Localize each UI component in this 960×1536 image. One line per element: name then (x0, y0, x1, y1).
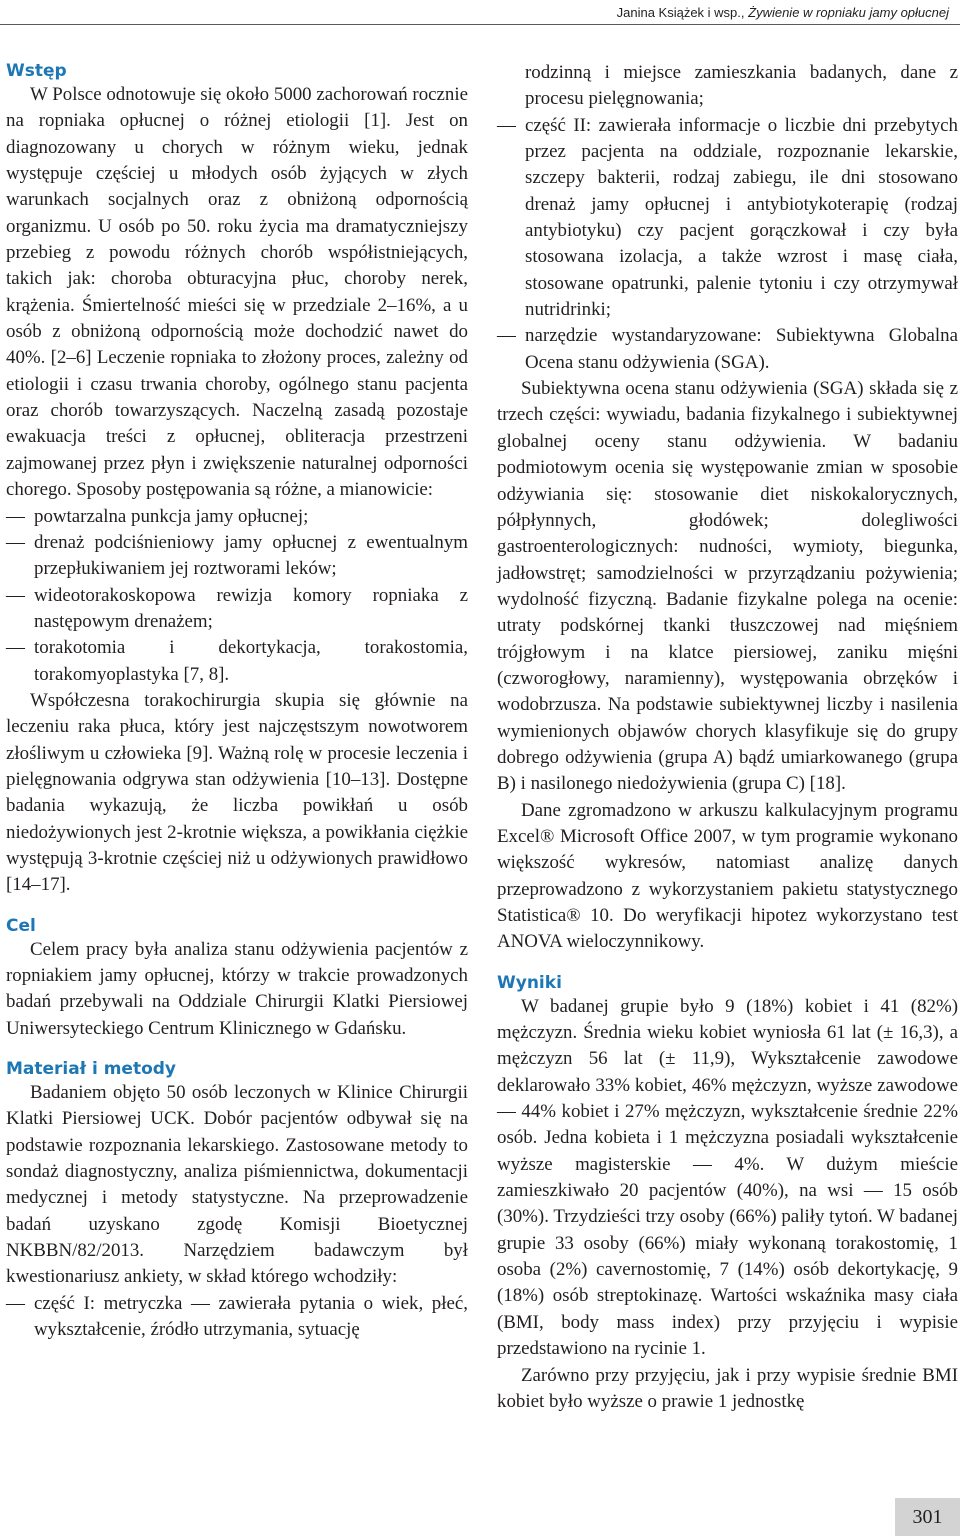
running-head-text (617, 5, 949, 20)
right-column (497, 60, 958, 1415)
results-paragraph-1: W badanej grupie było 9 (18%) kobiet i 41 (82%) mężczyzn. Średnia wieku kobiet wyniosła 61 lat (± 16,3), a mężczyzn 56 lat (± 11,9), Wykształcenie zawodowe deklarowało 33% kobiet, 46% mężczyzn, wyższe zawodowe — 44% kobiet i 27% mężczyzn, wykształcenie średnie 22% osób. Jedna kobieta i 1 mężczyzna posiadali wykształcenie wyższe magisterskie — 4%. W dużym mieście zamieszkiwało 20 pacjentów (40%), na wsi — 15 osób (30%). Trzydzieści trzy osoby (66%) paliły tytoń. W badanej grupie 33 osoby (66%) miały wykonaną torakostomię, 1 osoba (2%) cavernostomię, 7 (14%) osób dekortykację, 9 (18%) osób streptokinazę. Wartości wskaźnika masy ciała (BMI, body mass index) przy przyjęciu i wypisie przedstawiono na rycinie 1. (497, 995, 958, 1360)
heading-results: Wyniki (497, 972, 562, 993)
methods-list-item: — narzędzie wystandaryzowane: Subiektywna Globalna Ocena stanu odżywienia (SGA). (497, 325, 958, 373)
dash-mark: — (6, 637, 25, 659)
running-head-authors: Janina Książek i wsp., (616, 5, 749, 20)
dash-mark: — (6, 584, 25, 606)
methods-paragraph-1: Badaniem objęto 50 osób leczonych w Klinice Chirurgii Klatki Piersiowej UCK. Dobór pacjentów odbywał się na podstawie rozpoznania lekarskiego. Zastosowane metody to sondaż diagnostyczny, analiza piśmiennictwa, dokumentacji medycznej i metody statystyczne. Na przeprowadzenie badań uzyskano zgodę Komisji Bioetycznej NKBBN/82/2013. Narzędziem badawczym był kwestionariusz ankiety, w skład którego wchodziły: (6, 1082, 468, 1288)
dash-mark: — (6, 531, 25, 553)
aim-paragraph: Celem pracy była analiza stanu odżywienia pacjentów z ropniakiem jamy opłucnej, którzy w trakcie prowadzonych badań przebywali na Oddziale Chirurgii Klatki Piersiowej Uniwersyteckiego Centrum Klinicznego w Gdańsku. (6, 938, 468, 1039)
dash-mark: — (6, 1292, 25, 1314)
heading-aim: Cel (6, 915, 36, 936)
methods-paragraph-3: Dane zgromadzono w arkuszu kalkulacyjnym programu Excel® Microsoft Office 2007, w tym programie wykonano większość wykresów, natomiast analizę danych przeprowadzono z wykorzystaniem pakietu statystycznego Statistica® 10. Do weryfikacji hipotez wykorzystano test ANOVA wieloczynnikowy. (497, 799, 958, 953)
dash-mark: — (497, 325, 516, 347)
methods-paragraph-2: Subiektywna ocena stanu odżywienia (SGA) składa się z trzech części: wywiadu, badania fizykalnego i subiektywnej globalnej oceny stanu odżywienia. W badaniu podmiotowym ocenia się występowanie zmian w sposobie odżywiania się: stosowanie diet niskokalorycznych, półpłynnych, głodówek; dolegliwości gastroenterologicznych: nudności, wymioty, biegunka, jadłowstręt; samodzielności w przyrządzaniu pożywienia; wydolność fizyczną. Badanie fizykalne polega na ocenie: utraty podskórnej tkanki tłuszczowej nad mięśniem trójgłowym i na klatce piersiowej, zaniku mięśni (czworogłowy, naramienny), występowania obrzęków i wodobrzusza. Na podstawie subiektywnej liczby i nasilenia wymienionych objawów chorych klasyfikuje się do grupy dobrego odżywienia (grupa A) bądź umiarkowanego (grupa B) i nasilonego niedożywienia (grupa C) [18]. (497, 378, 958, 795)
heading-methods: Materiał i metody (6, 1059, 176, 1080)
methods-list-item-continued: rodzinną i miejsce zamieszkania badanych, dane z procesu pielęgnowania; (525, 62, 958, 110)
methods-list-item: — część II: zawierała informacje o liczbie dni przebytych przez pacjenta na oddziale, rozpoznanie lekarskie, szczepy bakterii, rodzaj zabiegu, ile dni stosowano drenaż jamy opłucnej i antybiotykoterapię (rodzaj antybiotyku) czy pacjent gorączkował i czy była stosowana izolacja, a także wzrost i masę ciała, stosowane opatrunki, palenie tytoniu i czy otrzymywał nutridrinki; (497, 114, 958, 321)
intro-paragraph-1: W Polsce odnotowuje się około 5000 zachorowań rocznie na ropniaka opłucnej o różnej etiologii [1]. Jest on diagnozowany u chorych w różnym wieku, jednak występuje częściej u młodych osób żyjących w złych warunkach socjalnych oraz z obniżoną odpornością organizmu. U osób po 50. roku życia ma dramatyczniejszy przebieg z powodu różnych chorób współistniejących, takich jak: choroba obturacyjna płuc, choroby nerek, krążenia. Śmiertelność mieści się w przedziale 2–16%, a u osób z obniżoną odpornością może dochodzić nawet do 40%. [2–6] Leczenie ropniaka to złożony proces, zależny od etiologii i czasu trwania choroby, ogólnego stanu pacjenta oraz chorób towarzyszących. Naczelną zasadą pozostaje ewakuacja treści z opłucnej, obliteracja przestrzeni zajmowanej przez płyn i zwiększenie naturalnej odporności chorego. Sposoby postępowania są różne, a mianowicie: (6, 84, 468, 501)
running-head (0, 0, 960, 25)
intro-paragraph-2: Współczesna torakochirurgia skupia się głównie na leczeniu raka płuca, który jest najczęstszym nowotworem złośliwym u człowieka [9]. Ważną rolę w procesie leczenia i pielęgnowania odgrywa stan odżywienia [10–13]. Dostępne badania wykazują, że liczba powikłań u osób niedożywionych jest 2-krotnie większa, a powikłania ciężkie występują 3-krotnie częściej niż u odżywionych prawidłowo [14–17]. (6, 689, 468, 896)
intro-list-item: — drenaż podciśnieniowy jamy opłucnej z ewentualnym przepłukiwaniem jej roztworami leków; (6, 531, 468, 580)
intro-list-item: — wideotorakoskopowa rewizja komory ropniaka z następowym drenażem; (6, 584, 468, 632)
dash-mark: — (6, 505, 25, 527)
intro-list-item: — powtarzalna punkcja jamy opłucnej; (6, 504, 468, 530)
heading-intro: Wstęp (6, 61, 67, 81)
left-column (6, 60, 468, 1343)
running-head-title: Żywienie w ropniaku jamy opłucnej (748, 5, 949, 20)
dash-mark: — (497, 114, 516, 136)
page-number: 301 (895, 1498, 960, 1536)
intro-list-item: — torakotomia i dekortykacja, torakostomia, torakomyoplastyka [7, 8]. (6, 637, 468, 685)
methods-list-item: — część I: metryczka — zawierała pytania o wiek, płeć, wykształcenie, źródło utrzymania, sytuację (6, 1292, 468, 1341)
results-paragraph-2: Zarówno przy przyjęciu, jak i przy wypisie średnie BMI kobiet było wyższe o prawie 1 jednostkę (497, 1364, 958, 1412)
